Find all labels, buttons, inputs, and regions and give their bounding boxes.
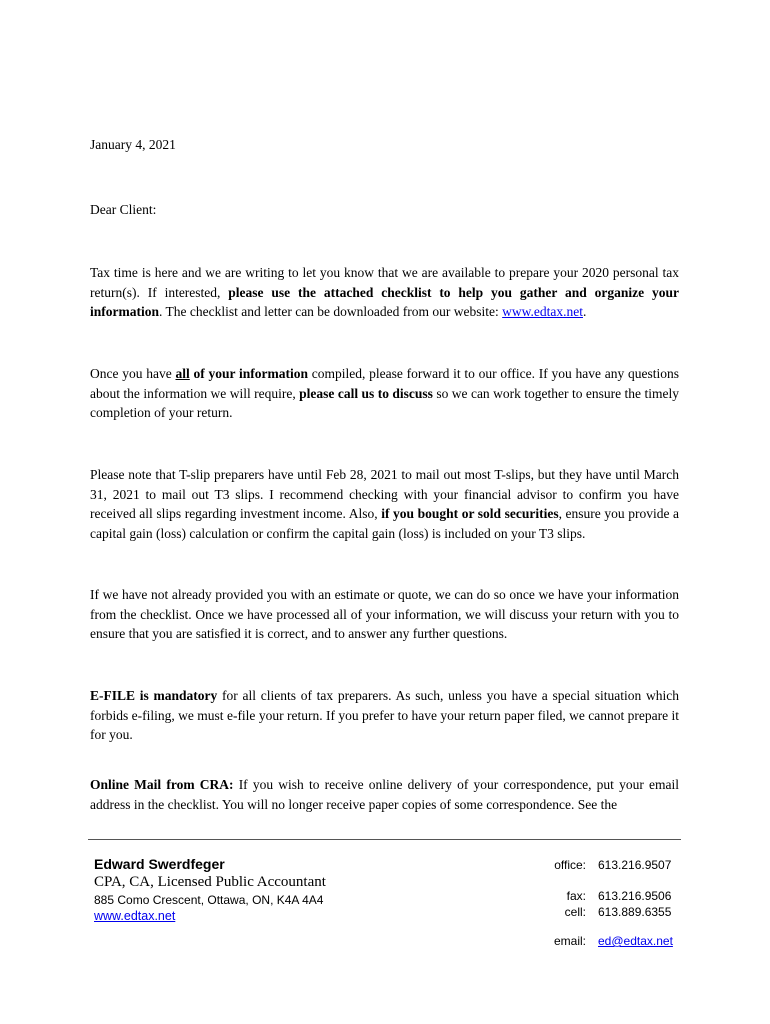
intro-checklist-emphasis: please use the attached checklist to help you gather and organize your information [90, 284, 679, 319]
forward-text-a: Once you have [90, 366, 176, 381]
contact-office [520, 858, 680, 872]
signature-address: 885 Como Crescent, Ottawa, ON, K4A 4A4 [94, 893, 324, 907]
fax-label: fax: [566, 889, 586, 903]
contact-email [520, 934, 680, 948]
forward-text-c: so we can work together to ensure the timely completion of your return. [90, 385, 679, 420]
contact-cell [520, 905, 680, 919]
securities-emphasis: if you bought or sold securities [381, 506, 559, 521]
signature-name: Edward Swerdfeger [94, 856, 225, 872]
forward-text-b: compiled, please forward it to our office. If you have any questions about the information we will require, [90, 366, 680, 401]
intro-period: . [583, 304, 587, 319]
all-emphasis: all [175, 366, 190, 381]
online-mail-emphasis: Online Mail from CRA: [90, 777, 234, 792]
office-number: 613.216.9507 [598, 858, 672, 872]
online-mail-text: If you wish to receive online delivery of your correspondence, put your email address in the checklist. You will no longer receive paper copies of some correspondence. See the [90, 777, 679, 812]
footer-divider [88, 839, 681, 840]
paragraph-estimate: If we have not already provided you with an estimate or quote, we can do so once we have your information from the checklist. Once we have processed all of your information, we will discuss your return with you to ensure that you are satisfied it is correct, and to answer any further questions. [90, 587, 679, 641]
intro-download-text: . The checklist and letter can be downloaded from our website: [159, 304, 503, 319]
cell-number: 613.889.6355 [598, 905, 672, 919]
paragraph-intro [90, 263, 679, 322]
letter-date: January 4, 2021 [90, 137, 176, 152]
paragraph-tslips [90, 465, 679, 543]
tslips-text-a: Please note that T-slip preparers have until Feb 28, 2021 to mail out most T-slips, but they have until March 31, 2021 to mail out T3 slips. I recommend checking with your financial advisor to confirm you have received all slips regarding investment income. Also, [90, 467, 679, 521]
cell-label: cell: [564, 905, 586, 919]
footer-website-link[interactable]: www.edtax.net [94, 909, 176, 923]
email-link[interactable]: ed@edtax.net [598, 934, 673, 948]
tslips-text-b: , ensure you provide a capital gain (loss) calculation or confirm the capital gain (loss) is included on your T3 slips. [90, 506, 679, 541]
signature-title: CPA, CA, Licensed Public Accountant [94, 874, 326, 890]
paragraph-online-mail [90, 775, 679, 814]
your-information-emphasis: of your information [189, 366, 309, 381]
call-us-emphasis: please call us to discuss [299, 385, 433, 401]
website-link[interactable]: www.edtax.net [502, 304, 583, 319]
efile-text: for all clients of tax preparers. As such, unless you have a special situation which forbids e-filing, we must e-file your return. If you prefer to have your return paper filed, we cannot prepare it for you. [90, 688, 679, 742]
efile-emphasis: E-FILE is mandatory [90, 688, 218, 703]
intro-text: Tax time is here and we are writing to let you know that we are available to prepare your 2020 personal tax return(s). If interested, [90, 265, 679, 300]
contact-fax [520, 889, 680, 903]
paragraph-efile [90, 686, 679, 745]
email-label: email: [553, 934, 586, 948]
paragraph-forward-info [90, 364, 679, 423]
fax-number: 613.216.9506 [598, 889, 672, 903]
salutation: Dear Client: [90, 202, 157, 217]
office-label: office: [554, 858, 586, 872]
